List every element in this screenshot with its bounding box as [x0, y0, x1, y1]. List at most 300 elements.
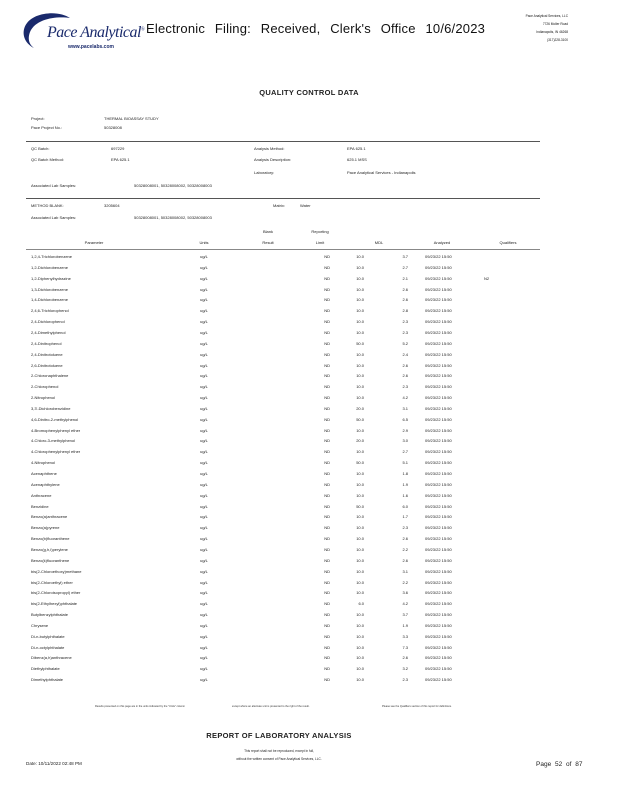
row-blank-result: ND: [324, 427, 330, 433]
row-analyzed: 09/23/22 15:50: [425, 590, 452, 596]
row-reporting-limit: 10.0: [356, 568, 364, 574]
table-row: [0, 612, 618, 621]
row-mdl: 2.3: [402, 384, 408, 390]
row-analyzed: 09/23/22 15:50: [425, 655, 452, 661]
row-analyzed: 09/23/22 15:50: [425, 677, 452, 683]
row-mdl: 3.1: [402, 568, 408, 574]
row-mdl: 2.6: [402, 536, 408, 542]
row-mdl: 5.2: [402, 340, 408, 346]
row-analyzed: 09/23/22 15:50: [425, 579, 452, 585]
row-mdl: 2.9: [402, 427, 408, 433]
project-value: THERMAL BIOASSAY STUDY: [104, 116, 159, 121]
row-units: ug/L: [200, 319, 208, 325]
row-mdl: 3.7: [402, 254, 408, 259]
row-mdl: 2.6: [402, 286, 408, 292]
table-row: [0, 308, 618, 317]
table-row: [0, 438, 618, 447]
row-parameter: 2,4-Dinitrotoluene: [31, 351, 63, 357]
row-blank-result: ND: [324, 481, 330, 487]
row-reporting-limit: 10.0: [356, 644, 364, 650]
row-mdl: 2.3: [402, 525, 408, 531]
row-reporting-limit: 10.0: [356, 536, 364, 542]
row-parameter: 1,4-Dichlorobenzene: [31, 297, 68, 303]
row-analyzed: 09/23/22 15:50: [425, 557, 452, 563]
row-blank-result: ND: [324, 601, 330, 607]
row-blank-result: ND: [324, 568, 330, 574]
analysis-method-value: EPA 625.1: [347, 146, 366, 151]
row-units: ug/L: [200, 427, 208, 433]
row-blank-result: ND: [324, 416, 330, 422]
row-units: ug/L: [200, 503, 208, 509]
table-row: [0, 677, 618, 686]
row-units: ug/L: [200, 557, 208, 563]
row-parameter: 4-Bromophenylphenyl ether: [31, 427, 81, 433]
report-title: REPORT OF LABORATORY ANALYSIS: [206, 731, 352, 740]
row-mdl: 2.6: [402, 557, 408, 563]
row-parameter: 2,4-Dinitrophenol: [31, 340, 62, 346]
row-units: ug/L: [200, 460, 208, 466]
row-mdl: 1.9: [402, 481, 408, 487]
row-blank-result: ND: [324, 471, 330, 476]
row-qualifier: N2: [484, 275, 490, 281]
address-line: (317)228-3100: [547, 38, 568, 42]
table-row: [0, 276, 618, 285]
row-parameter: 2,4-Dichlorophenol: [31, 319, 65, 325]
row-reporting-limit: 10.0: [356, 275, 364, 281]
row-reporting-limit: 50.0: [356, 460, 364, 466]
row-mdl: 1.7: [402, 514, 408, 520]
col-header-result: Result: [262, 240, 274, 245]
table-row: [0, 287, 618, 296]
filing-stamp: Electronic Filing: Received, Clerk's Office 10/6/2023: [146, 21, 486, 36]
row-reporting-limit: 10.0: [356, 546, 364, 552]
row-parameter: Benzidine: [31, 503, 49, 509]
row-parameter: 4-Chloro-3-methylphenol: [31, 438, 76, 444]
address-line: Indianapolis, IN 46268: [536, 30, 568, 34]
row-reporting-limit: 10.0: [356, 655, 364, 661]
row-analyzed: 09/23/22 15:50: [425, 481, 452, 487]
row-parameter: bis(2-Chloroethoxy)methane: [31, 568, 82, 574]
row-blank-result: ND: [324, 492, 330, 498]
row-mdl: 6.5: [402, 416, 408, 422]
row-reporting-limit: 10.0: [356, 514, 364, 520]
pace-logo-url: www.pacelabs.com: [68, 44, 114, 50]
footnote-alternate-unit: except where an alternate unit is presented to the right of the result.: [232, 705, 310, 708]
row-blank-result: ND: [324, 546, 330, 552]
method-blank-id: 3205604: [104, 203, 120, 208]
row-parameter: Benzo(b)fluoranthene: [31, 536, 70, 542]
header-underline: [26, 249, 540, 250]
col-header-reporting: Reporting: [311, 229, 329, 234]
row-mdl: 2.2: [402, 546, 408, 552]
row-analyzed: 09/23/22 15:50: [425, 492, 452, 498]
row-units: ug/L: [200, 405, 208, 411]
row-reporting-limit: 10.0: [356, 384, 364, 390]
row-blank-result: ND: [324, 536, 330, 542]
row-blank-result: ND: [324, 329, 330, 335]
row-blank-result: ND: [324, 655, 330, 661]
row-reporting-limit: 10.0: [356, 590, 364, 596]
row-analyzed: 09/23/22 15:50: [425, 384, 452, 390]
row-reporting-limit: 10.0: [356, 666, 364, 672]
row-analyzed: 09/23/22 15:50: [425, 362, 452, 368]
row-mdl: 4.2: [402, 601, 408, 607]
row-parameter: Benzo(g,h,i)perylene: [31, 546, 68, 552]
address-line: Pace Analytical Services, LLC: [525, 14, 568, 18]
row-parameter: Di-n-butylphthalate: [31, 633, 65, 639]
row-reporting-limit: 6.0: [358, 601, 364, 607]
row-mdl: 2.8: [402, 308, 408, 314]
row-parameter: 1,2-Dichlorobenzene: [31, 264, 68, 270]
page-title: QUALITY CONTROL DATA: [259, 88, 359, 97]
row-analyzed: 09/23/22 15:50: [425, 319, 452, 325]
row-units: ug/L: [200, 416, 208, 422]
row-blank-result: ND: [324, 308, 330, 314]
table-row: [0, 352, 618, 361]
laboratory-value: Pace Analytical Services - Indianapolis: [347, 170, 416, 175]
row-mdl: 1.9: [402, 622, 408, 628]
method-blank-label: METHOD BLANK:: [31, 203, 64, 208]
row-parameter: 1,2-Diphenylhydrazine: [31, 275, 71, 281]
table-row: [0, 623, 618, 632]
row-reporting-limit: 10.0: [356, 329, 364, 335]
row-mdl: 2.6: [402, 655, 408, 661]
row-analyzed: 09/23/22 15:50: [425, 373, 452, 379]
row-analyzed: 09/23/22 15:50: [425, 438, 452, 444]
row-blank-result: ND: [324, 384, 330, 390]
row-mdl: 3.6: [402, 590, 408, 596]
row-parameter: 2,6-Dinitrotoluene: [31, 362, 63, 368]
qc-batch-value: 697229: [111, 146, 125, 151]
row-units: ug/L: [200, 612, 208, 618]
row-blank-result: ND: [324, 503, 330, 509]
row-analyzed: 09/23/22 15:50: [425, 503, 452, 509]
row-analyzed: 09/23/22 15:50: [425, 416, 452, 422]
row-parameter: 2-Nitrophenol: [31, 395, 56, 401]
table-row: [0, 449, 618, 458]
table-row: [0, 666, 618, 675]
row-units: ug/L: [200, 384, 208, 390]
row-blank-result: ND: [324, 644, 330, 650]
row-units: ug/L: [200, 536, 208, 542]
row-blank-result: ND: [324, 622, 330, 628]
pace-logo-wordmark: Pace Analytical®: [47, 24, 145, 41]
row-reporting-limit: 10.0: [356, 612, 364, 618]
matrix-label: Matrix:: [273, 203, 285, 208]
row-mdl: 3.0: [402, 438, 408, 444]
row-mdl: 2.3: [402, 329, 408, 335]
table-row: [0, 580, 618, 589]
matrix-value: Water: [300, 203, 311, 208]
table-row: [0, 504, 618, 513]
row-reporting-limit: 10.0: [356, 677, 364, 683]
row-reporting-limit: 10.0: [356, 471, 364, 476]
row-parameter: 2-Chlorophenol: [31, 384, 59, 390]
row-reporting-limit: 10.0: [356, 449, 364, 455]
row-reporting-limit: 10.0: [356, 633, 364, 639]
row-units: ug/L: [200, 438, 208, 444]
row-reporting-limit: 10.0: [356, 264, 364, 270]
row-reporting-limit: 10.0: [356, 362, 364, 368]
table-row: [0, 417, 618, 426]
row-blank-result: ND: [324, 319, 330, 325]
address-line: 7726 Moller Road: [542, 22, 568, 26]
row-parameter: 3,3'-Dichlorobenzidine: [31, 405, 71, 411]
row-units: ug/L: [200, 254, 208, 259]
row-analyzed: 09/23/22 15:50: [425, 264, 452, 270]
row-analyzed: 09/23/22 15:50: [425, 427, 452, 433]
row-analyzed: 09/23/22 15:50: [425, 666, 452, 672]
row-units: ug/L: [200, 677, 208, 683]
row-units: ug/L: [200, 308, 208, 314]
col-header-limit: Limit: [315, 240, 325, 245]
row-units: ug/L: [200, 329, 208, 335]
row-parameter: Di-n-octylphthalate: [31, 644, 65, 650]
row-blank-result: ND: [324, 340, 330, 346]
row-parameter: Dimethylphthalate: [31, 677, 64, 683]
col-header-parameter: Parameter: [84, 240, 104, 245]
row-mdl: 5.1: [402, 460, 408, 466]
row-units: ug/L: [200, 373, 208, 379]
row-blank-result: ND: [324, 579, 330, 585]
row-mdl: 3.1: [402, 405, 408, 411]
row-analyzed: 09/23/22 15:50: [425, 405, 452, 411]
table-row: [0, 330, 618, 339]
table-row: [0, 471, 618, 480]
table-row: [0, 525, 618, 534]
row-units: ug/L: [200, 351, 208, 357]
row-blank-result: ND: [324, 373, 330, 379]
row-analyzed: 09/23/22 15:50: [425, 633, 452, 639]
table-row: [0, 395, 618, 404]
row-units: ug/L: [200, 644, 208, 650]
row-units: ug/L: [200, 395, 208, 401]
table-row: [0, 319, 618, 328]
row-analyzed: 09/23/22 15:50: [425, 286, 452, 292]
row-parameter: 4-Chlorophenylphenyl ether: [31, 449, 81, 455]
pace-project-label: Pace Project No.:: [31, 125, 63, 130]
table-row: [0, 601, 618, 610]
row-mdl: 2.6: [402, 373, 408, 379]
row-mdl: 2.2: [402, 579, 408, 585]
row-parameter: Butylbenzylphthalate: [31, 612, 68, 618]
laboratory-label: Laboratory:: [254, 170, 275, 175]
row-units: ug/L: [200, 546, 208, 552]
row-reporting-limit: 10.0: [356, 622, 364, 628]
row-mdl: 2.1: [402, 275, 408, 281]
row-blank-result: ND: [324, 590, 330, 596]
table-row: [0, 406, 618, 415]
row-mdl: 2.6: [402, 297, 408, 303]
col-header-qualifiers: Qualifiers: [499, 240, 517, 245]
row-analyzed: 09/23/22 15:50: [425, 471, 452, 476]
row-reporting-limit: 10.0: [356, 254, 364, 259]
row-mdl: 2.7: [402, 449, 408, 455]
row-analyzed: 09/23/22 15:50: [425, 297, 452, 303]
table-row: [0, 645, 618, 654]
table-row: [0, 254, 618, 263]
row-reporting-limit: 10.0: [356, 579, 364, 585]
row-units: ug/L: [200, 514, 208, 520]
row-reporting-limit: 10.0: [356, 557, 364, 563]
row-mdl: 6.0: [402, 503, 408, 509]
row-units: ug/L: [200, 655, 208, 661]
divider: [26, 141, 540, 142]
row-units: ug/L: [200, 286, 208, 292]
row-analyzed: 09/23/22 15:50: [425, 449, 452, 455]
row-analyzed: 09/23/22 15:50: [425, 568, 452, 574]
row-blank-result: ND: [324, 449, 330, 455]
row-parameter: Benzo(k)fluoranthene: [31, 557, 70, 563]
row-analyzed: 09/23/22 15:50: [425, 460, 452, 466]
table-row: [0, 265, 618, 274]
row-units: ug/L: [200, 362, 208, 368]
table-row: [0, 460, 618, 469]
row-blank-result: ND: [324, 557, 330, 563]
footnote-units: Results presented on this page are in the units indicated by the "Units" column: [95, 705, 185, 708]
row-analyzed: 09/23/22 15:50: [425, 351, 452, 357]
row-reporting-limit: 10.0: [356, 373, 364, 379]
row-parameter: 2,4,6-Trichlorophenol: [31, 308, 69, 314]
row-parameter: 4-Nitrophenol: [31, 460, 56, 466]
table-row: [0, 493, 618, 502]
row-analyzed: 09/23/22 15:50: [425, 622, 452, 628]
row-analyzed: 09/23/22 15:50: [425, 525, 452, 531]
row-mdl: 2.3: [402, 319, 408, 325]
table-row: [0, 373, 618, 382]
col-header-analyzed: Analyzed: [433, 240, 451, 245]
row-mdl: 2.4: [402, 351, 408, 357]
row-units: ug/L: [200, 601, 208, 607]
row-reporting-limit: 10.0: [356, 395, 364, 401]
row-mdl: 1.8: [402, 471, 408, 476]
col-header-mdl: MDL: [374, 240, 384, 245]
table-row: [0, 384, 618, 393]
row-parameter: Anthracene: [31, 492, 52, 498]
row-units: ug/L: [200, 666, 208, 672]
table-row: [0, 482, 618, 491]
analysis-description-value: 625.1 MSS: [347, 157, 367, 162]
qc-batch-label: QC Batch:: [31, 146, 50, 151]
row-units: ug/L: [200, 633, 208, 639]
row-parameter: 2,4-Dimethylphenol: [31, 329, 66, 335]
fine-print-consent: without the written consent of Pace Analytical Services, LLC.: [236, 757, 322, 761]
row-units: ug/L: [200, 492, 208, 498]
row-analyzed: 09/23/22 15:50: [425, 254, 452, 259]
row-units: ug/L: [200, 297, 208, 303]
row-parameter: bis(2-Ethylhexyl)phthalate: [31, 601, 78, 607]
table-row: [0, 514, 618, 523]
row-reporting-limit: 10.0: [356, 286, 364, 292]
row-blank-result: ND: [324, 525, 330, 531]
row-reporting-limit: 20.0: [356, 405, 364, 411]
row-parameter: Dibenz(a,h)anthracene: [31, 655, 72, 661]
row-parameter: 1,2,4-Trichlorobenzene: [31, 254, 72, 259]
row-units: ug/L: [200, 622, 208, 628]
row-analyzed: 09/23/22 15:50: [425, 395, 452, 401]
row-blank-result: ND: [324, 275, 330, 281]
row-analyzed: 09/23/22 15:50: [425, 601, 452, 607]
table-row: [0, 558, 618, 567]
row-analyzed: 09/23/22 15:50: [425, 308, 452, 314]
row-reporting-limit: 10.0: [356, 427, 364, 433]
row-blank-result: ND: [324, 362, 330, 368]
row-blank-result: ND: [324, 666, 330, 672]
row-mdl: 2.3: [402, 677, 408, 683]
analysis-description-label: Analysis Description:: [254, 157, 292, 162]
row-analyzed: 09/23/22 15:50: [425, 514, 452, 520]
row-parameter: 1,3-Dichlorobenzene: [31, 286, 68, 292]
row-mdl: 4.2: [402, 395, 408, 401]
table-row: [0, 569, 618, 578]
table-row: [0, 547, 618, 556]
row-analyzed: 09/23/22 15:50: [425, 340, 452, 346]
row-parameter: Diethylphthalate: [31, 666, 60, 672]
table-row: [0, 590, 618, 599]
lab-address: [526, 12, 568, 44]
row-blank-result: ND: [324, 633, 330, 639]
row-mdl: 1.6: [402, 492, 408, 498]
row-units: ug/L: [200, 340, 208, 346]
row-blank-result: ND: [324, 297, 330, 303]
row-reporting-limit: 50.0: [356, 503, 364, 509]
row-blank-result: ND: [324, 677, 330, 683]
row-parameter: 2-Chloronaphthalene: [31, 373, 69, 379]
row-units: ug/L: [200, 525, 208, 531]
table-row: [0, 536, 618, 545]
row-parameter: bis(2-Chloroisopropyl) ether: [31, 590, 81, 596]
associated-samples-value: 50328008001, 50328008002, 50328008003: [134, 183, 212, 188]
blank-associated-samples-label: Associated Lab Samples:: [31, 215, 77, 220]
row-parameter: Benzo(a)anthracene: [31, 514, 68, 520]
row-reporting-limit: 10.0: [356, 481, 364, 487]
project-label: Project:: [31, 116, 45, 121]
row-reporting-limit: 10.0: [356, 297, 364, 303]
footnote-qualifiers: Please see the Qualifiers section of this report for definitions.: [382, 705, 452, 708]
row-reporting-limit: 10.0: [356, 351, 364, 357]
page-number: Page 52 of 87: [536, 761, 583, 768]
table-row: [0, 634, 618, 643]
row-units: ug/L: [200, 579, 208, 585]
row-mdl: 2.6: [402, 362, 408, 368]
row-reporting-limit: 10.0: [356, 308, 364, 314]
row-reporting-limit: 10.0: [356, 319, 364, 325]
pace-project-value: 50328008: [104, 125, 122, 130]
row-parameter: 4,6-Dinitro-2-methylphenol: [31, 416, 79, 422]
row-parameter: bis(2-Chloroethyl) ether: [31, 579, 73, 585]
row-analyzed: 09/23/22 15:50: [425, 612, 452, 618]
row-mdl: 3.2: [402, 666, 408, 672]
row-blank-result: ND: [324, 460, 330, 466]
row-blank-result: ND: [324, 351, 330, 357]
row-mdl: 3.7: [402, 612, 408, 618]
row-mdl: 7.3: [402, 644, 408, 650]
table-row: [0, 363, 618, 372]
row-units: ug/L: [200, 264, 208, 270]
row-reporting-limit: 50.0: [356, 416, 364, 422]
analysis-method-label: Analysis Method:: [254, 146, 285, 151]
row-parameter: Acenaphthene: [31, 471, 57, 476]
row-blank-result: ND: [324, 286, 330, 292]
row-blank-result: ND: [324, 405, 330, 411]
row-units: ug/L: [200, 471, 208, 476]
row-reporting-limit: 50.0: [356, 340, 364, 346]
fine-print-reproduce: This report shall not be reproduced, except in full,: [244, 749, 314, 753]
row-reporting-limit: 10.0: [356, 492, 364, 498]
blank-associated-samples-value: 50328008001, 50328008002, 50328008003: [134, 215, 212, 220]
row-mdl: 2.7: [402, 264, 408, 270]
row-units: ug/L: [200, 568, 208, 574]
